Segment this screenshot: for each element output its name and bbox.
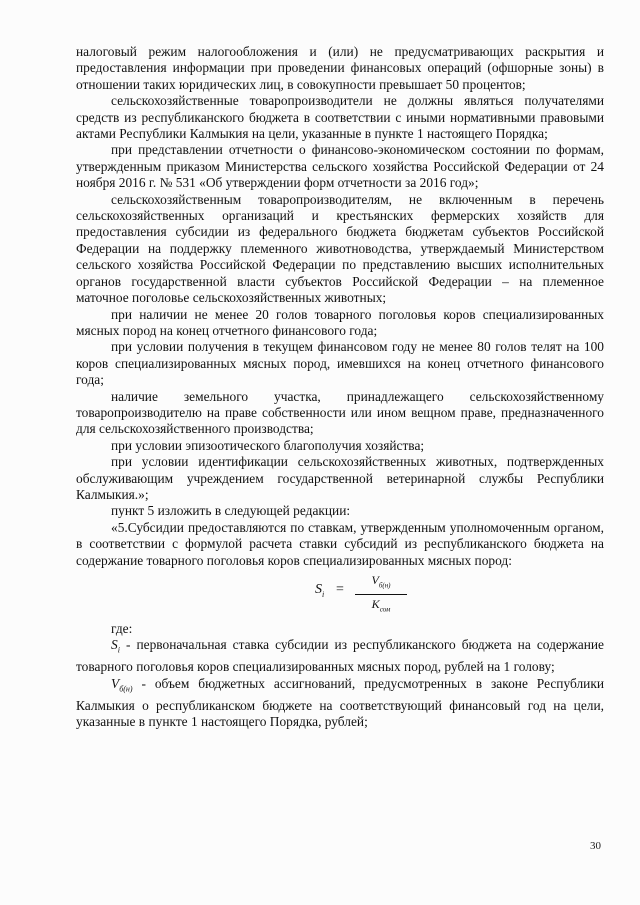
formula-fraction: [355, 573, 407, 617]
formula-numerator: $V_{б(н)}$: [371, 573, 391, 590]
paragraph: сельскохозяйственным товаропроизводителям, не включенным в перечень сельскохозяйственных организаций и крестьянских фермерских хозяйств для предоставления субсидии из федерального бюджета бюджетам субъектов Российской Федерации на поддержку племенного животноводства, утверждаемый Министерством сельского хозяйства Российской Федерации по представлению высших исполнительных органов государственной власти субъектов Российской Федерации – на племенное маточное поголовье сельскохозяйственных животных;: [76, 191, 604, 306]
definition-vbn: $V_{б(н)}$ - объем бюджетных ассигнований, предусмотренных в законе Республики Калмыкия о республиканском бюджете на соответствующий финансовый год на цели, указанные в пункте 1 настоящего Порядка, рублей;: [76, 675, 604, 730]
formula-denominator: $K_{сом}$: [371, 597, 391, 614]
paragraph: при условии эпизоотического благополучия хозяйства;: [111, 437, 425, 453]
subsidy-rate-formula: [76, 573, 604, 615]
paragraph: «5.Субсидии предоставляются по ставкам, утвержденным уполномоченным органом, в соответствии с формулой расчета ставки субсидий из республиканского бюджета на содержание товарного поголовья коров специализированных мясных пород:: [76, 519, 604, 568]
formula-lhs: $S_i$: [315, 582, 325, 599]
where-label: где:: [111, 621, 133, 636]
definition-si: $S_i$ - первоначальная ставка субсидии из республиканского бюджета на содержание товарного поголовья коров специализированных мясных пород, рублей на 1 голову;: [76, 637, 604, 675]
paragraph: налоговый режим налогообложения и (или) не предусматривающих раскрытия и предоставления информации при проведении финансовых операций (офшорные зоны) в отношении таких юридических лиц, в совокупности превышает 50 процентов;: [76, 44, 604, 92]
paragraph: при условии получения в текущем финансовом году не менее 80 голов телят на 100 коров специализированных мясных пород, имевшихся на конец отчетного финансового года;: [76, 339, 604, 388]
page-number: 30: [590, 840, 601, 852]
paragraph: наличие земельного участка, принадлежащего сельскохозяйственному товаропроизводителю на праве собственности или ином вещном праве, предназначенного для сельскохозяйственного производства;: [76, 388, 604, 437]
paragraph: при наличии не менее 20 голов товарного поголовья коров специализированных мясных пород на конец отчетного финансового года;: [76, 306, 604, 338]
paragraph: при представлении отчетности о финансово-экономическом состоянии по формам, утвержденным приказом Министерства сельского хозяйства Российской Федерации от 24 ноября 2016 г. № 531 «Об утверждении форм отчетности за 2016 год»;: [76, 142, 604, 191]
fraction-bar: [355, 594, 407, 595]
document-body: [76, 44, 604, 731]
paragraph: пункт 5 изложить в следующей редакции:: [111, 503, 351, 519]
formula-equals: =: [336, 582, 344, 597]
paragraph: при условии идентификации сельскохозяйственных животных, подтвержденных обслуживающим учреждением государственной ветеринарной службы Республики Калмыкия.»;: [76, 454, 604, 502]
paragraph: сельскохозяйственные товаропроизводители не должны являться получателями средств из республиканского бюджета в соответствии с иными нормативными правовыми актами Республики Калмыкия на цели, указанные в пункте 1 настоящего Порядка;: [76, 93, 604, 142]
